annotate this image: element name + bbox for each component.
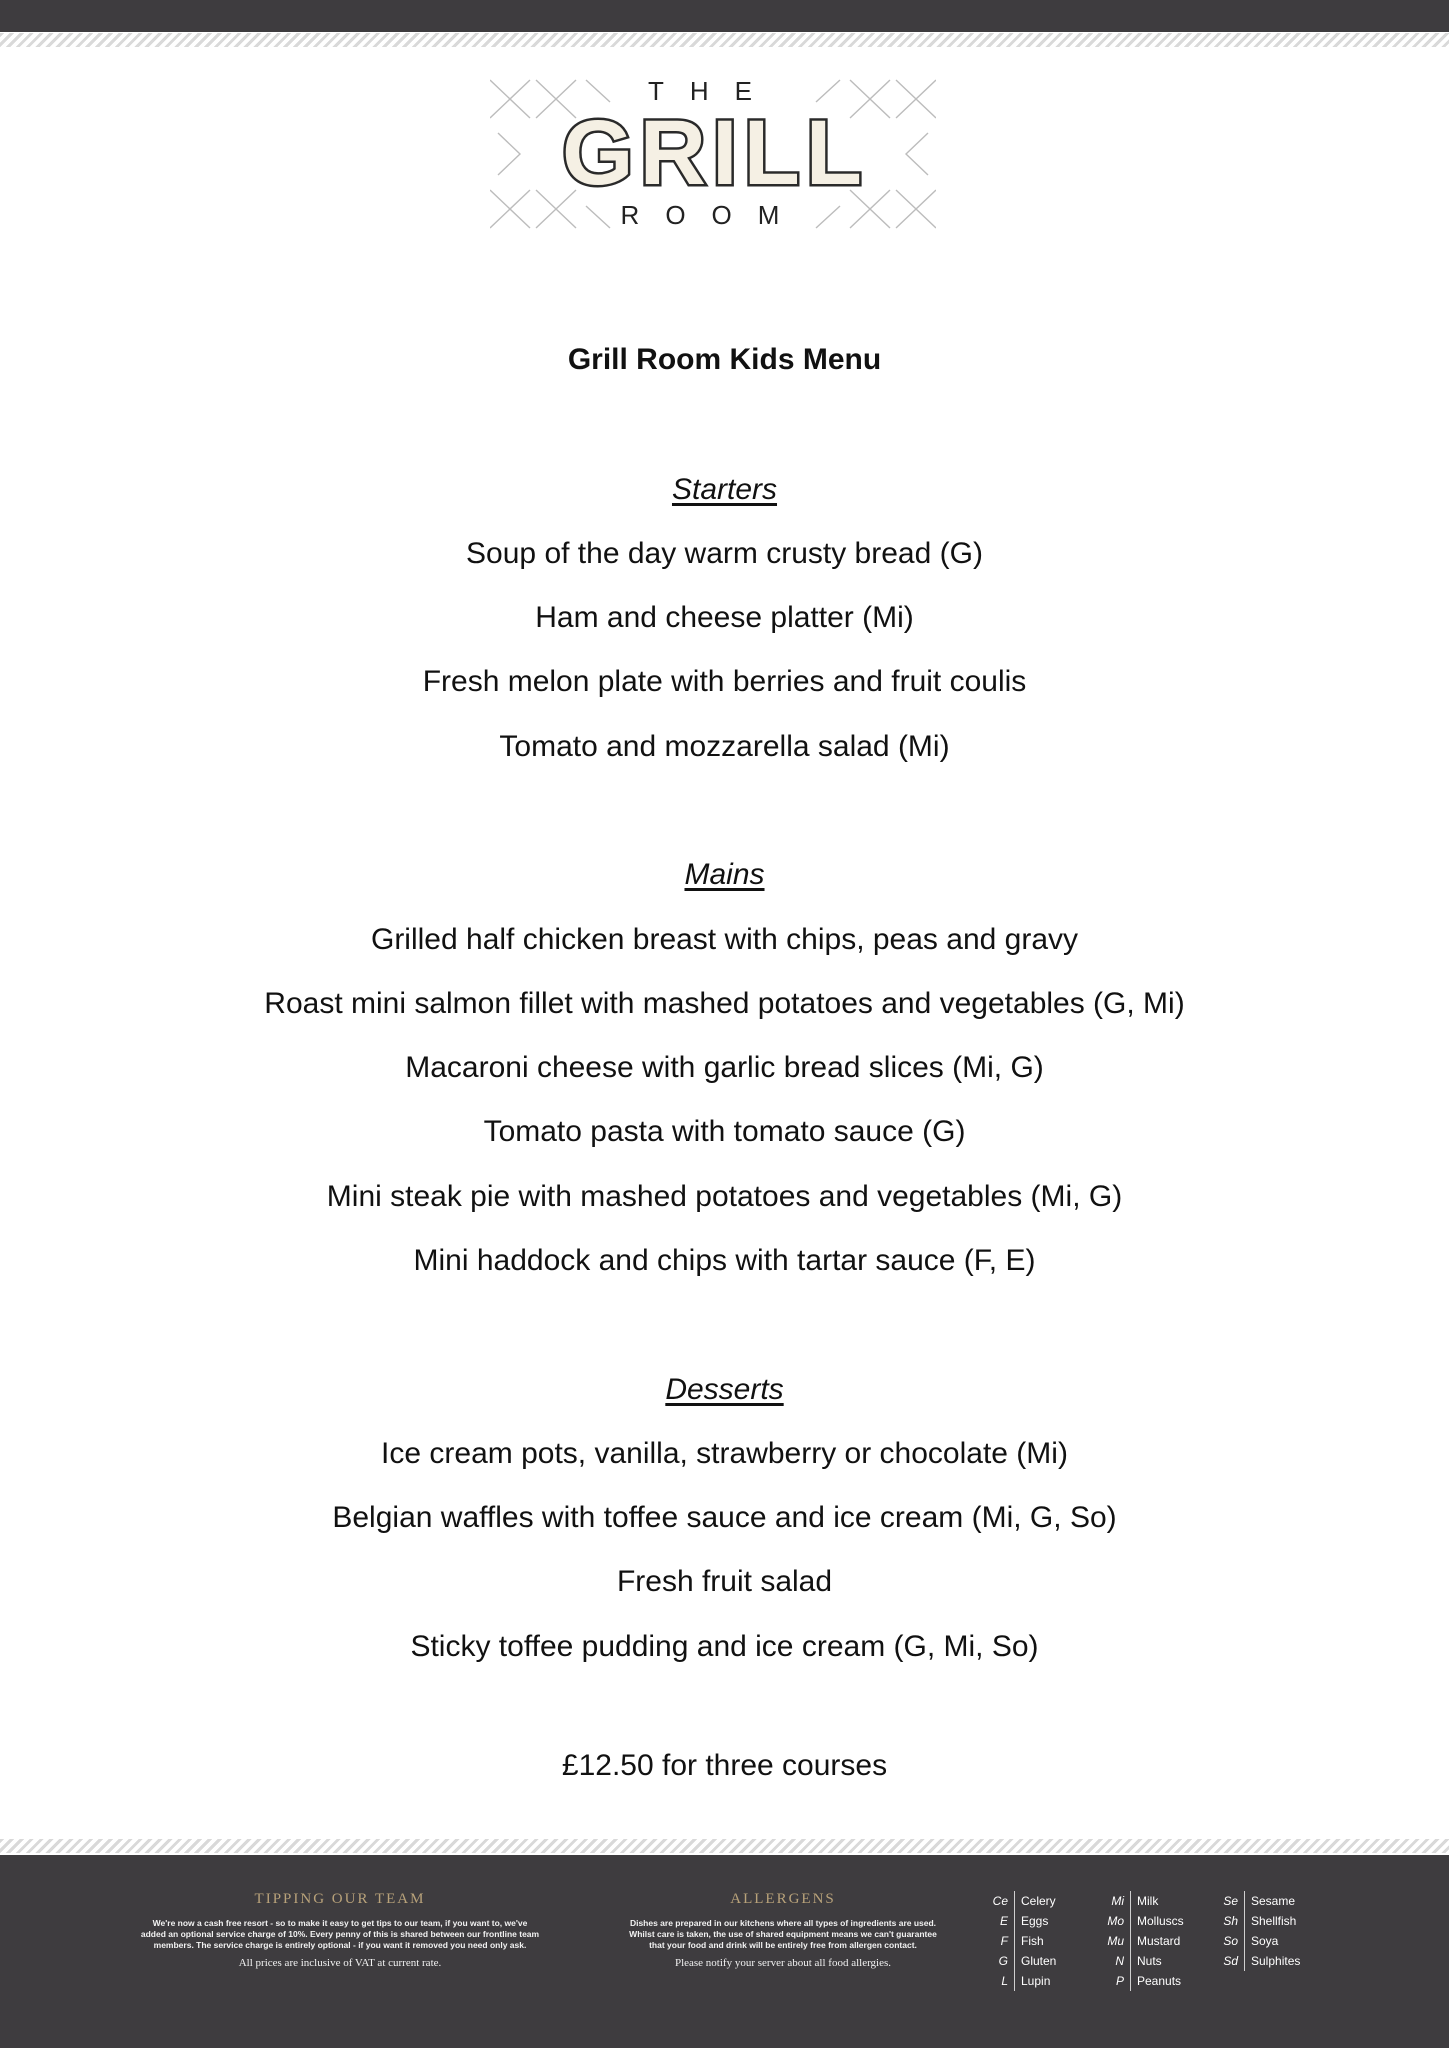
allergen-key-row <box>1104 1911 1184 1931</box>
menu-item: Macaroni cheese with garlic bread slices (Mi, G) <box>405 1051 1044 1084</box>
menu-item: Mini haddock and chips with tartar sauce (F, E) <box>413 1244 1036 1277</box>
vat-note: All prices are inclusive of VAT at current rate. <box>238 1957 442 1969</box>
allergen-name: Shellfish <box>1251 1914 1297 1928</box>
allergens-body <box>598 1918 968 1951</box>
menu-title: Grill Room Kids Menu <box>567 343 882 376</box>
allergens-heading: ALLERGENS <box>730 1891 836 1907</box>
allergen-code: P <box>1104 1971 1131 1991</box>
allergen-key-row <box>988 1971 1056 1991</box>
allergens-line: that your food and drink will be entirely free from allergen contact. <box>649 1940 917 1950</box>
allergen-name: Sulphites <box>1251 1954 1301 1968</box>
allergen-code: Mu <box>1104 1931 1131 1951</box>
allergen-key-row <box>988 1931 1056 1951</box>
allergen-name: Soya <box>1251 1934 1279 1948</box>
menu-item: Roast mini salmon fillet with mashed potatoes and vegetables (G, Mi) <box>264 987 1185 1020</box>
allergen-code: Mo <box>1104 1911 1131 1931</box>
logo-room-text: ROOM <box>620 200 806 230</box>
allergen-key-row <box>1104 1931 1184 1951</box>
menu-item: Mini steak pie with mashed potatoes and vegetables (Mi, G) <box>326 1180 1123 1213</box>
tipping-line: We're now a cash free resort - so to make it easy to get tips to our team, if you want to, we've <box>152 1918 528 1928</box>
allergen-name: Nuts <box>1137 1954 1162 1968</box>
menu-item: Soup of the day warm crusty bread (G) <box>466 537 983 570</box>
allergens-line: Whilst care is taken, the use of shared equipment means we can't guarantee <box>629 1929 937 1939</box>
menu-item: Belgian waffles with toffee sauce and ice cream (Mi, G, So) <box>332 1501 1117 1534</box>
grill-room-logo <box>490 78 936 230</box>
allergens-line: Dishes are prepared in our kitchens where all types of ingredients are used. <box>629 1918 937 1928</box>
allergen-code: Se <box>1218 1891 1245 1911</box>
menu-item: Fresh fruit salad <box>616 1565 833 1598</box>
section-heading-mains: Mains <box>684 858 765 891</box>
allergen-name: Gluten <box>1021 1954 1057 1968</box>
tipping-heading: TIPPING OUR TEAM <box>254 1891 426 1907</box>
tipping-line: members. The service charge is entirely optional - if you want it removed you need only ask. <box>153 1940 527 1950</box>
allergen-key-row <box>1218 1951 1300 1971</box>
allergen-code: G <box>988 1951 1015 1971</box>
allergen-code: So <box>1218 1931 1245 1951</box>
allergen-name: Mustard <box>1137 1934 1181 1948</box>
allergen-code: L <box>988 1971 1015 1991</box>
menu-item: Ice cream pots, vanilla, strawberry or chocolate (Mi) <box>381 1437 1068 1470</box>
allergen-name: Milk <box>1137 1894 1159 1908</box>
logo-the-text: THE <box>648 78 778 106</box>
allergen-key-row <box>988 1891 1056 1911</box>
footer <box>0 1855 1449 2048</box>
tipping-line: added an optional service charge of 10%. Every penny of this is shared between our frontline team <box>140 1929 540 1939</box>
allergen-name: Celery <box>1021 1894 1056 1908</box>
allergen-code: Ce <box>988 1891 1015 1911</box>
menu-item: Sticky toffee pudding and ice cream (G, Mi, So) <box>410 1630 1039 1663</box>
menu-item: Fresh melon plate with berries and fruit coulis <box>422 665 1027 698</box>
tipping-section <box>110 1891 570 1969</box>
allergen-key-row <box>1104 1971 1184 1991</box>
allergen-name: Lupin <box>1021 1974 1051 1988</box>
allergy-note: Please notify your server about all food allergies. <box>674 1957 892 1969</box>
top-bar <box>0 0 1449 32</box>
allergen-code: F <box>988 1931 1015 1951</box>
allergen-key-row <box>1218 1911 1300 1931</box>
allergen-key-row <box>1104 1951 1184 1971</box>
bottom-hatch-strip <box>0 1839 1449 1853</box>
price-line: £12.50 for three courses <box>561 1749 888 1782</box>
section-heading-starters: Starters <box>671 473 778 506</box>
menu-item: Ham and cheese platter (Mi) <box>535 601 914 634</box>
allergen-key-row <box>1218 1931 1300 1951</box>
top-hatch-strip <box>0 33 1449 47</box>
allergen-key-row <box>988 1911 1056 1931</box>
menu-item: Tomato pasta with tomato sauce (G) <box>483 1115 966 1148</box>
allergen-key-column <box>988 1891 1056 1991</box>
allergen-code: Mi <box>1104 1891 1131 1911</box>
menu-item: Tomato and mozzarella salad (Mi) <box>499 730 950 763</box>
allergen-code: Sh <box>1218 1911 1245 1931</box>
allergen-name: Eggs <box>1021 1914 1049 1928</box>
tipping-body <box>110 1918 570 1951</box>
logo-grill-text: GRILL <box>562 102 868 204</box>
allergens-info-section <box>598 1891 968 1969</box>
allergen-key-row <box>1104 1891 1184 1911</box>
allergen-code: E <box>988 1911 1015 1931</box>
allergen-key-row <box>988 1951 1056 1971</box>
allergen-key-row <box>1218 1891 1300 1911</box>
section-heading-desserts: Desserts <box>665 1373 784 1406</box>
allergen-name: Fish <box>1021 1934 1044 1948</box>
allergen-code: Sd <box>1218 1951 1245 1971</box>
allergen-name: Molluscs <box>1137 1914 1184 1928</box>
menu-item: Grilled half chicken breast with chips, peas and gravy <box>370 923 1079 956</box>
allergen-key-column <box>1104 1891 1184 1991</box>
allergen-name: Peanuts <box>1137 1974 1182 1988</box>
allergen-name: Sesame <box>1251 1894 1296 1908</box>
allergen-code: N <box>1104 1951 1131 1971</box>
allergen-key-column <box>1218 1891 1300 1971</box>
